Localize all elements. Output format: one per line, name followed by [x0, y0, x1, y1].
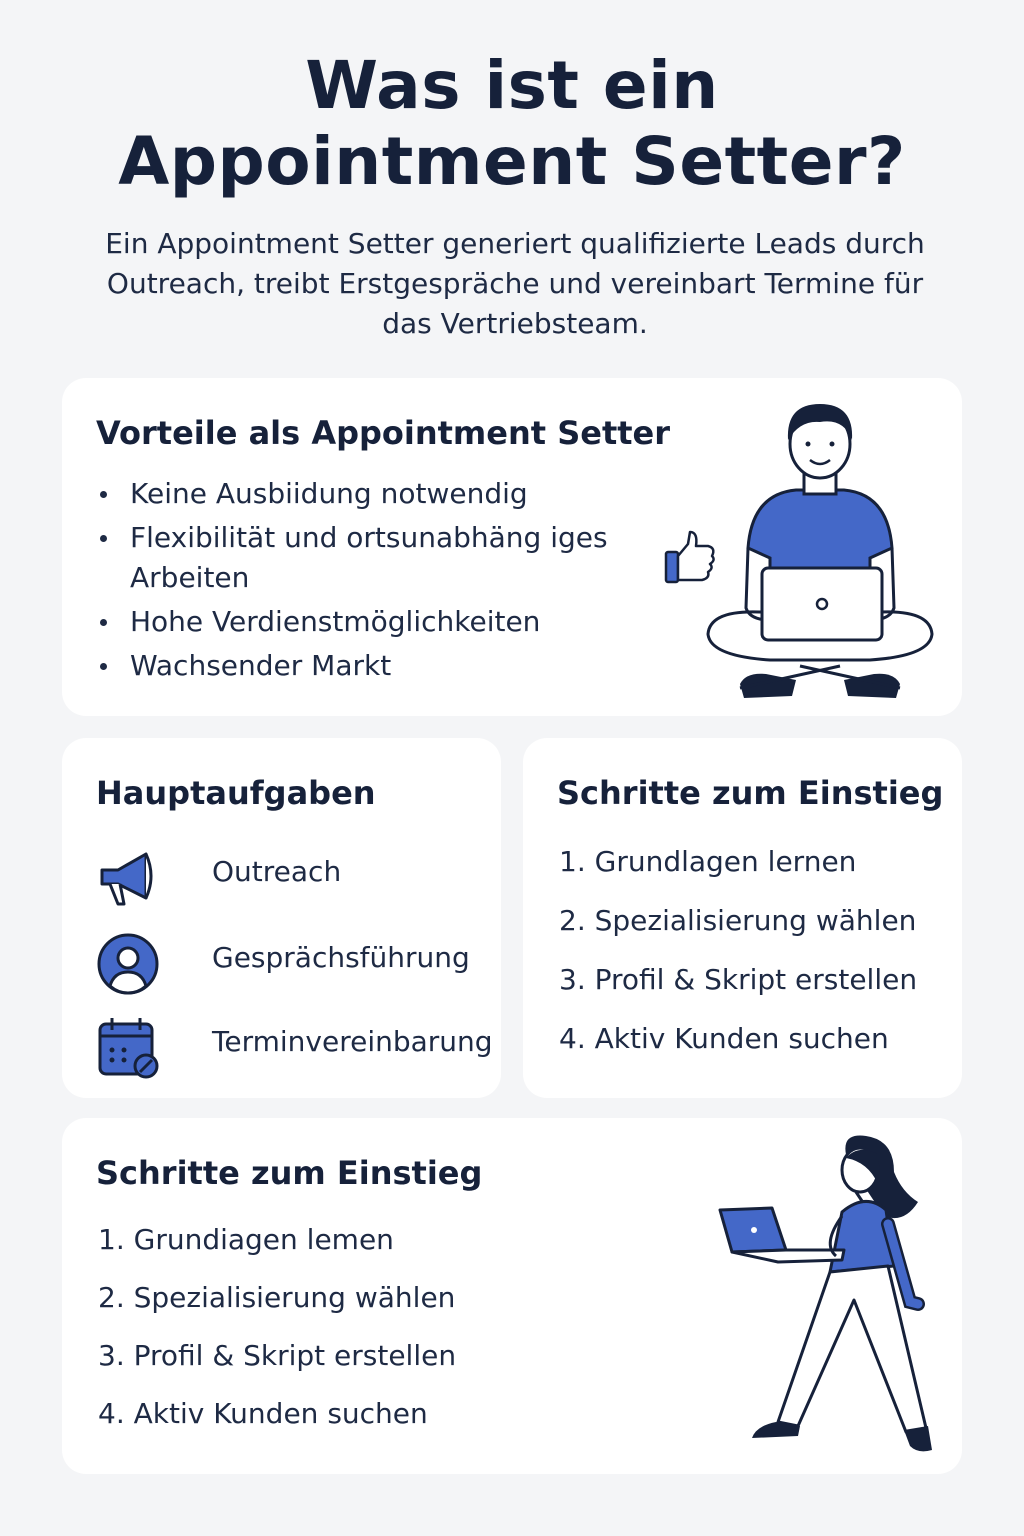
step-item: 3. Profil & Skript erstellen — [559, 963, 918, 996]
man-with-laptop-illustration — [700, 398, 940, 708]
benefit-item: Hohe Verdienstmöglichkeiten — [96, 602, 656, 642]
benefit-item: Wachsender Markt — [96, 646, 656, 686]
benefits-heading: Vorteile als Appointment Setter — [96, 414, 671, 452]
title-line-1: Was ist ein — [305, 47, 719, 124]
woman-with-laptop-illustration — [718, 1132, 948, 1472]
steps-heading: Schritte zum Einstieg — [557, 774, 944, 812]
megaphone-icon — [96, 846, 160, 910]
step-item: 4. Aktiv Kunden suchen — [98, 1397, 428, 1430]
calendar-icon — [96, 1016, 164, 1080]
page-title — [0, 48, 1024, 200]
step-item: 1. Grundiagen lemen — [98, 1223, 394, 1256]
intro-text: Ein Appointment Setter generiert qualifizierte Leads durch Outreach, treibt Erstgespräche und vereinbart Termine für das Vertriebsteam. — [105, 227, 925, 340]
tasks-heading: Hauptaufgaben — [96, 774, 376, 812]
step-item: 2. Spezialisierung wählen — [98, 1281, 456, 1314]
user-icon — [96, 932, 160, 996]
step-item: 2. Spezialisierung wählen — [559, 904, 917, 937]
task-label: Outreach — [212, 855, 342, 888]
step-item: 4. Aktiv Kunden suchen — [559, 1022, 889, 1055]
steps-heading: Schritte zum Einstieg — [96, 1154, 483, 1192]
title-line-2: Appointment Setter? — [118, 123, 906, 200]
step-item: 3. Profil & Skript erstellen — [98, 1339, 457, 1372]
task-scheduling — [96, 1016, 506, 1080]
task-label: Terminvereinbarung — [212, 1025, 493, 1058]
steps-list — [98, 1220, 456, 1434]
benefits-list — [96, 474, 656, 690]
steps-card-bottom — [62, 1118, 962, 1474]
steps-card-right — [523, 738, 962, 1098]
task-label: Gesprächsführung — [212, 941, 470, 974]
benefit-item: Flexibilität und ortsunabhäng iges Arbeiten — [96, 518, 656, 598]
benefits-card — [62, 378, 962, 716]
steps-list — [559, 842, 917, 1059]
step-item: 1. Grundlagen lernen — [559, 845, 857, 878]
task-conversation — [96, 932, 506, 996]
tasks-card — [62, 738, 501, 1098]
task-outreach — [96, 846, 506, 910]
benefit-item: Keine Ausbiidung notwendig — [96, 474, 656, 514]
